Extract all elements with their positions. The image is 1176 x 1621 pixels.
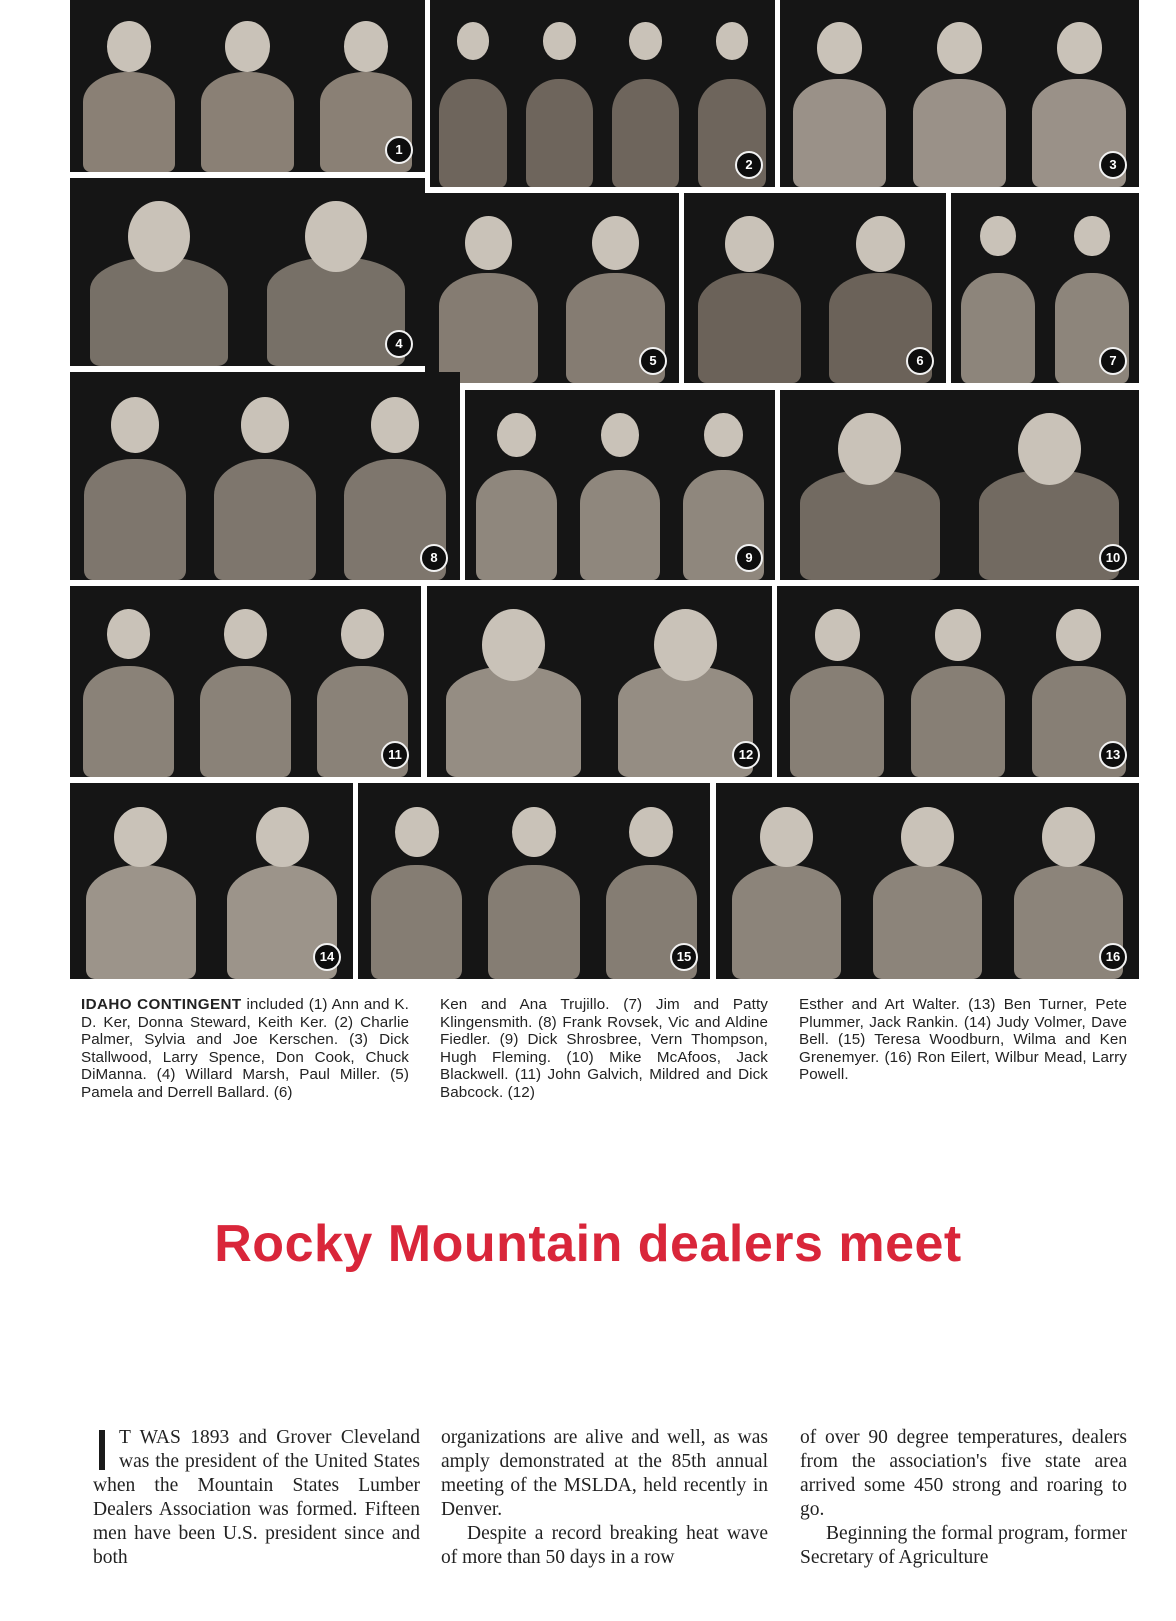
person-figure <box>526 79 593 187</box>
person-figure <box>698 273 800 383</box>
person-head <box>114 807 167 868</box>
person-figure <box>201 72 293 172</box>
person-head <box>1057 22 1102 74</box>
photo-16 <box>716 783 1139 979</box>
photo-8 <box>70 372 460 580</box>
person-head <box>856 216 905 272</box>
photo-caption-col-2: Ken and Ana Trujillo. (7) Jim and Patty Klingensmith. (8) Frank Rovsek, Vic and Aldine Fiedler. (9) Dick Shrosbree, Vern Thompson, Hugh Fleming. (10) Mike McAfoos, Jack Blackwell. (11) John Galvich, Mildred and Dick Babcock. (12) <box>440 996 768 1101</box>
person-head <box>256 807 309 868</box>
person-figure <box>800 470 940 580</box>
person-head <box>901 807 954 868</box>
person-figure <box>90 257 228 366</box>
photo-number-badge: 5 <box>639 347 667 375</box>
photo-number-badge: 7 <box>1099 347 1127 375</box>
person-figure <box>267 257 405 366</box>
photo-number-badge: 16 <box>1099 943 1127 971</box>
person-figure <box>488 865 580 979</box>
person-head <box>128 201 190 272</box>
person-figure <box>911 666 1005 777</box>
person-head <box>543 22 575 59</box>
person-figure <box>84 459 185 580</box>
person-head <box>716 22 748 59</box>
person-head <box>512 807 556 858</box>
headline: Rocky Mountain dealers meet <box>214 1215 962 1273</box>
caption-text-1: included (1) Ann and K. D. Ker, Donna Steward, Keith Ker. (2) Charlie Palmer, Sylvia and Joe Kerschen. (3) Dick Stallwood, Larry Spence, Don Cook, Chuck DiManna. (4) Willard Marsh, Paul Miller. (5) Pamela and Derrell Ballard. (6) <box>81 996 409 1101</box>
photo-14 <box>70 783 353 979</box>
person-head <box>341 609 385 659</box>
person-head <box>465 216 513 271</box>
person-head <box>760 807 813 868</box>
person-head <box>224 609 268 659</box>
caption-lead: IDAHO CONTINGENT <box>81 996 242 1013</box>
person-figure <box>439 273 538 383</box>
person-figure <box>446 666 581 777</box>
photo-1 <box>70 0 425 172</box>
photo-number-badge: 6 <box>906 347 934 375</box>
person-head <box>629 807 673 858</box>
photo-number-badge: 8 <box>420 544 448 572</box>
person-figure <box>913 79 1006 187</box>
person-head <box>1018 413 1081 485</box>
photo-11 <box>70 586 421 777</box>
photo-number-badge: 3 <box>1099 151 1127 179</box>
photo-number-badge: 13 <box>1099 741 1127 769</box>
photo-number-badge: 15 <box>670 943 698 971</box>
person-head <box>107 609 151 659</box>
person-head <box>725 216 774 272</box>
person-head <box>457 22 489 59</box>
person-head <box>815 609 860 661</box>
person-head <box>935 609 980 661</box>
person-figure <box>979 470 1119 580</box>
person-head <box>629 22 661 59</box>
person-figure <box>580 470 661 580</box>
person-figure <box>476 470 557 580</box>
photo-number-badge: 1 <box>385 136 413 164</box>
photo-5 <box>425 193 679 383</box>
person-head <box>1042 807 1095 868</box>
person-head <box>601 413 640 457</box>
person-head <box>371 397 420 453</box>
person-figure <box>612 79 679 187</box>
photo-12 <box>427 586 772 777</box>
person-head <box>592 216 640 271</box>
photo-number-badge: 2 <box>735 151 763 179</box>
person-figure <box>86 865 196 979</box>
person-head <box>937 22 982 74</box>
person-figure <box>732 865 842 979</box>
article-paragraph: T WAS 1893 and Grover Cleveland was the president of the United States when the Mountain States Lumber Dealers Association was formed. Fifteen men have been U.S. president since and both <box>93 1427 420 1568</box>
person-head <box>1074 216 1109 256</box>
person-head <box>1056 609 1101 661</box>
person-head <box>395 807 439 858</box>
photo-10 <box>780 390 1139 580</box>
person-figure <box>439 79 506 187</box>
person-head <box>225 21 269 72</box>
person-head <box>107 21 151 72</box>
article-paragraph: of over 90 degree temperatures, dealers from the association's five state area arrived some 450 strong and roaring to go. <box>800 1427 1127 1520</box>
article-col-3 <box>800 1426 1127 1570</box>
photo-13 <box>777 586 1139 777</box>
photo-15 <box>358 783 710 979</box>
person-head <box>305 201 367 272</box>
person-figure <box>371 865 463 979</box>
person-figure <box>790 666 884 777</box>
article-col-2 <box>441 1426 768 1570</box>
person-head <box>838 413 901 485</box>
person-figure <box>214 459 315 580</box>
person-head <box>980 216 1015 256</box>
person-figure <box>873 865 983 979</box>
photo-7 <box>951 193 1139 383</box>
photo-number-badge: 14 <box>313 943 341 971</box>
article-paragraph: organizations are alive and well, as was amply demonstrated at the 85th annual meeting of the MSLDA, held recently in Denver. <box>441 1427 768 1520</box>
article-col-1 <box>93 1426 420 1570</box>
person-figure <box>83 666 174 777</box>
person-figure <box>200 666 291 777</box>
person-head <box>482 609 545 681</box>
person-figure <box>83 72 175 172</box>
person-head <box>111 397 160 453</box>
person-head <box>817 22 862 74</box>
photo-4 <box>70 178 425 366</box>
person-figure <box>961 273 1034 383</box>
photo-number-badge: 12 <box>732 741 760 769</box>
photo-2 <box>430 0 775 187</box>
article-paragraph: Despite a record breaking heat wave of more than 50 days in a row <box>441 1523 768 1568</box>
photo-caption-col-3: Esther and Art Walter. (13) Ben Turner, Pete Plummer, Jack Rankin. (14) Judy Volmer, Dave Bell. (15) Teresa Woodburn, Wilma and Ken Grenemyer. (16) Ron Eilert, Wilbur Mead, Larry Powell. <box>799 996 1127 1084</box>
photo-9 <box>465 390 775 580</box>
photo-number-badge: 10 <box>1099 544 1127 572</box>
person-head <box>704 413 743 457</box>
photo-6 <box>684 193 946 383</box>
person-head <box>241 397 290 453</box>
person-head <box>344 21 388 72</box>
photo-number-badge: 11 <box>381 741 409 769</box>
photo-number-badge: 9 <box>735 544 763 572</box>
photo-caption-col-1 <box>81 996 409 1102</box>
photo-3 <box>780 0 1139 187</box>
person-head <box>497 413 536 457</box>
person-figure <box>793 79 886 187</box>
drop-cap-i <box>99 1430 105 1470</box>
article-paragraph: Beginning the formal program, former Secretary of Agriculture <box>800 1523 1127 1568</box>
photo-number-badge: 4 <box>385 330 413 358</box>
